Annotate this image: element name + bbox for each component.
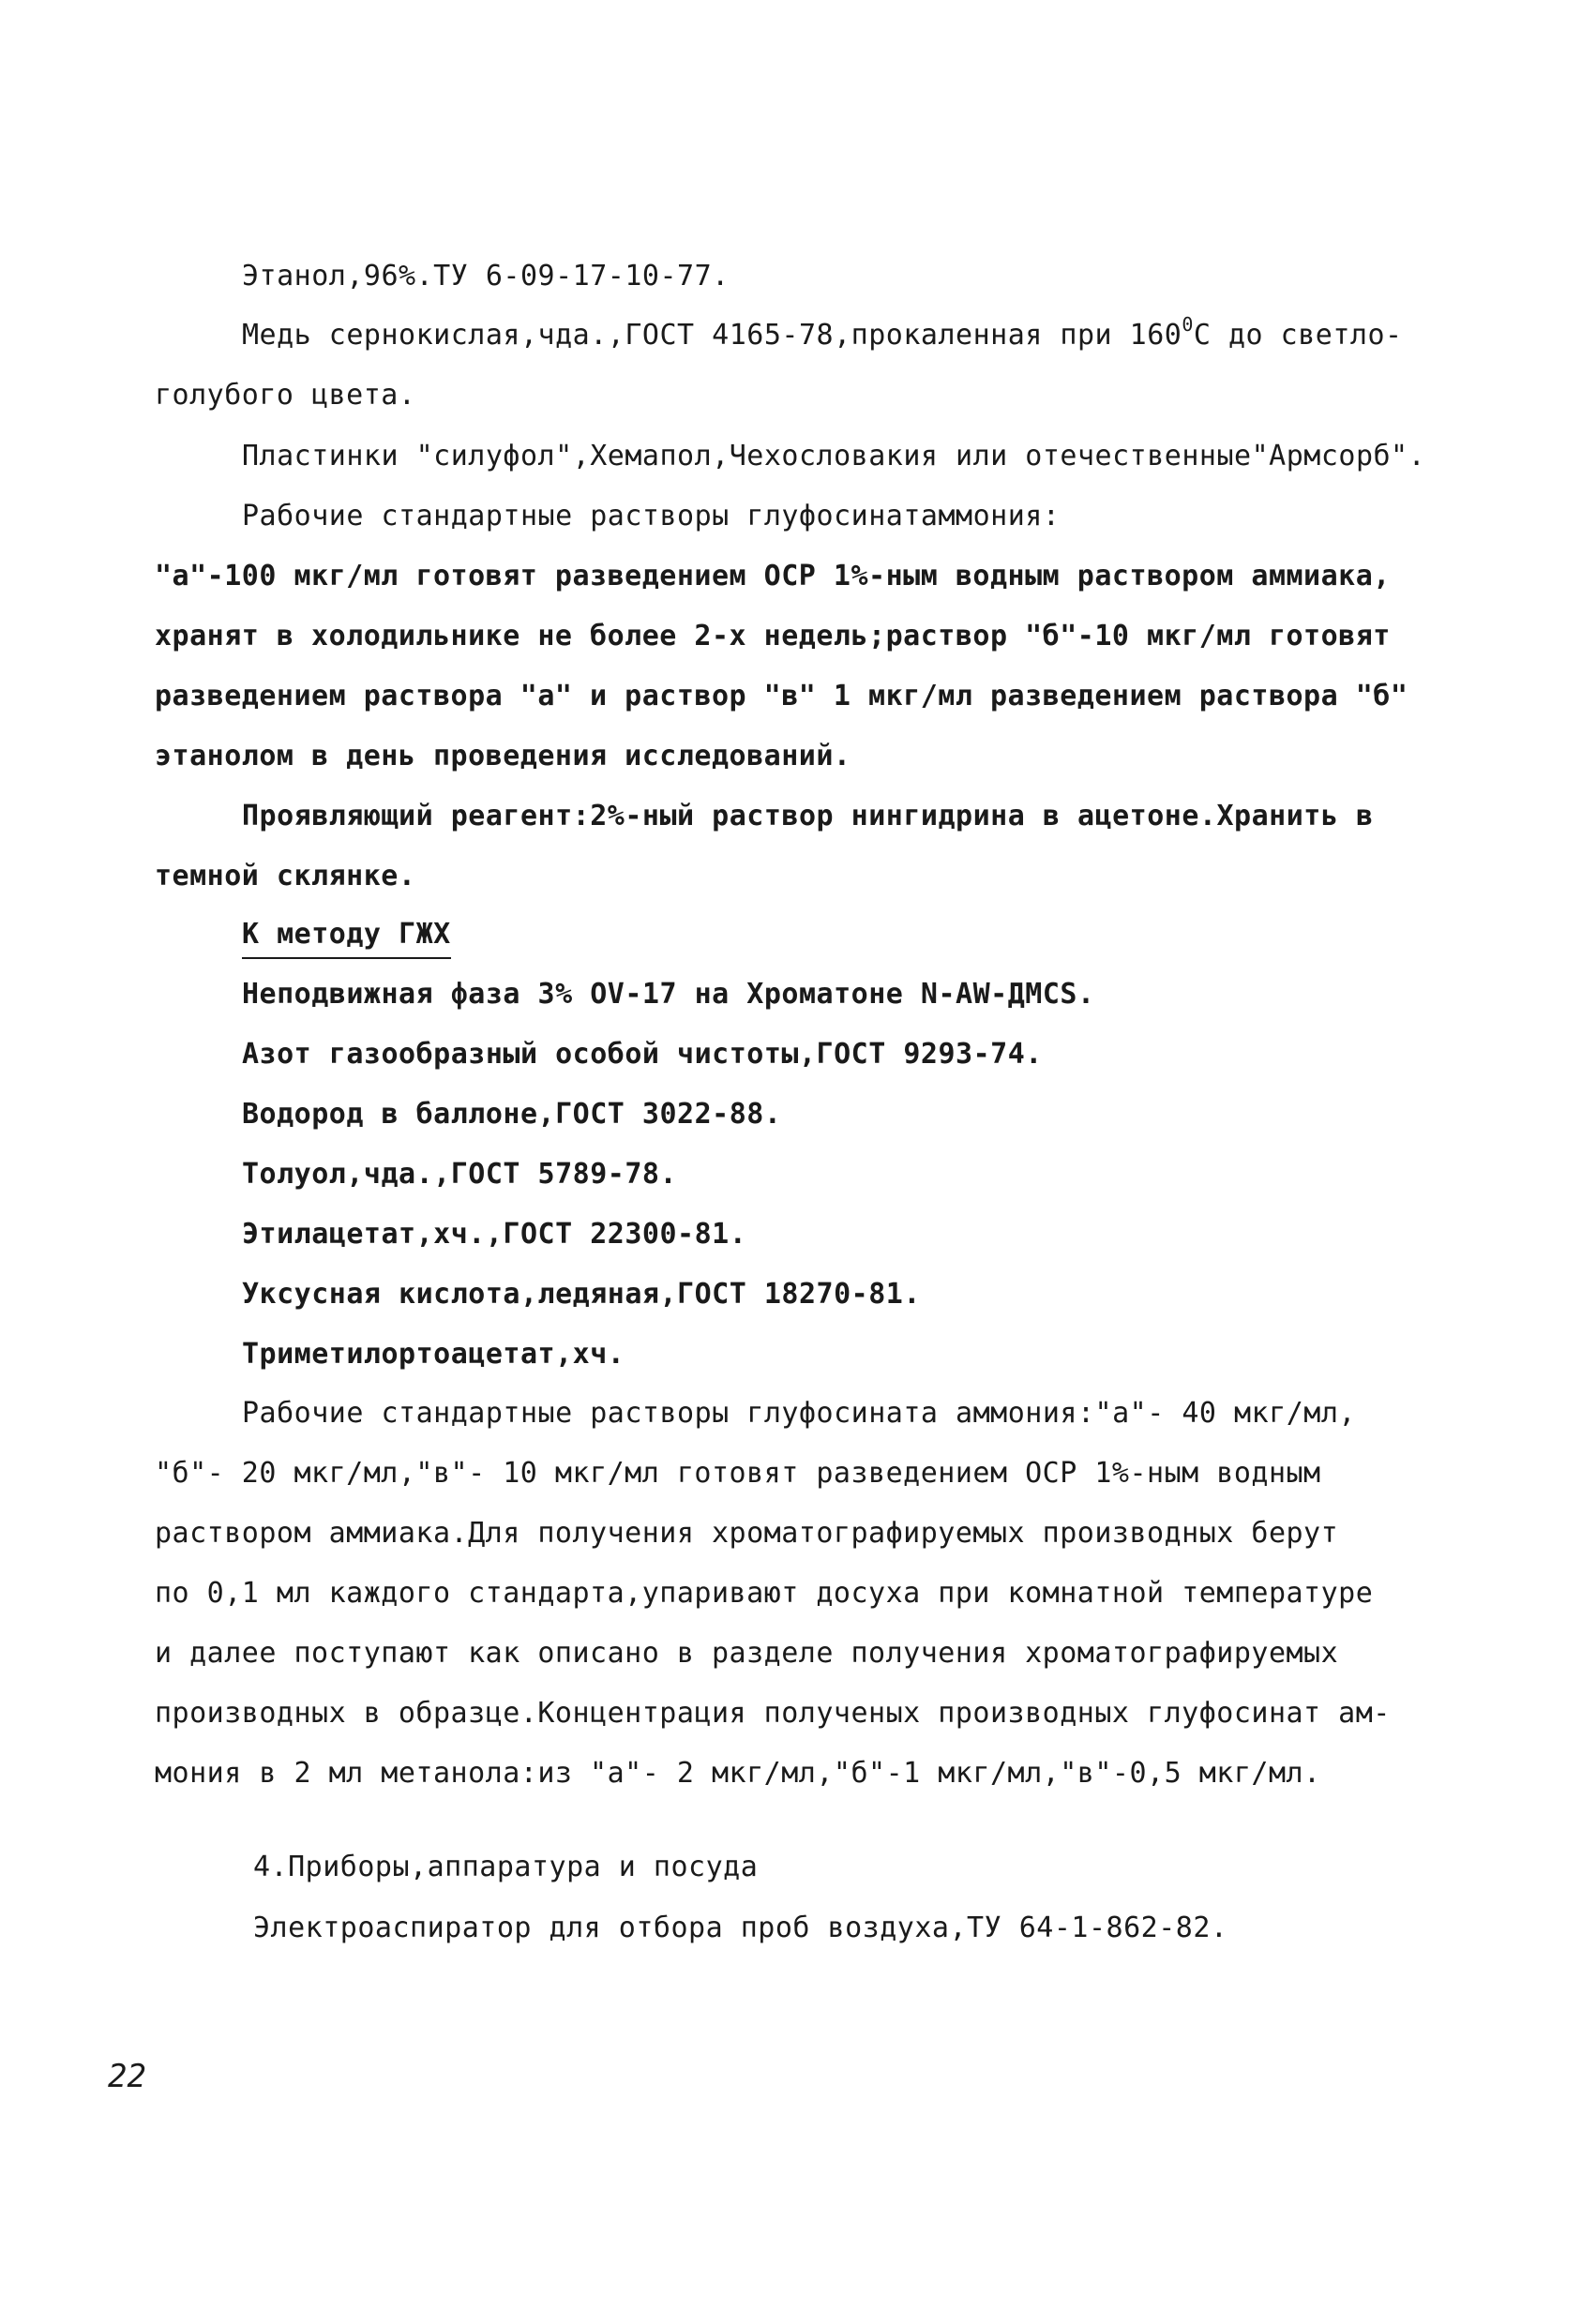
- list-item: Этилацетат,хч.,ГОСТ 22300-81.: [242, 1218, 747, 1251]
- text-line: "б"- 20 мкг/мл,"в"- 10 мкг/мл готовят разведением ОСР 1%-ным водным: [155, 1457, 1321, 1490]
- text-line: этанолом в день проведения исследований.: [155, 740, 851, 772]
- text-line: производных в образце.Концентрация полученых производных глуфосинат ам-: [155, 1697, 1391, 1730]
- section-heading: К методу ГЖХ: [242, 916, 451, 959]
- text-line: темной склянке.: [155, 860, 416, 892]
- text-line: разведением раствора "а" и раствор "в" 1 мкг/мл разведением раствора "б": [155, 680, 1408, 712]
- section-heading: 4.Приборы,аппаратура и посуда: [253, 1851, 759, 1883]
- text-line: Этанол,96%.ТУ 6-09-17-10-77.: [242, 260, 730, 292]
- text-line: "а"-100 мкг/мл готовят разведением ОСР 1%-ным водным раствором аммиака,: [155, 560, 1391, 592]
- text-line: Пластинки "силуфол",Хемапол,Чехословакия или отечественные"Армсорб".: [242, 440, 1426, 472]
- text-line: голубого цвета.: [155, 379, 416, 412]
- text-line: [242, 313, 1403, 356]
- text-line: Рабочие стандартные растворы глуфосината аммония:"а"- 40 мкг/мл,: [242, 1397, 1356, 1430]
- text-line: хранят в холодильнике не более 2-х недель;раствор "б"-10 мкг/мл готовят: [155, 620, 1391, 652]
- text-line: по 0,1 мл каждого стандарта,упаривают досуха при комнатной температуре: [155, 1577, 1374, 1610]
- list-item: Азот газообразный особой чистоты,ГОСТ 9293-74.: [242, 1038, 1043, 1071]
- superscript: 0: [1182, 313, 1194, 336]
- text-line: Проявляющий реагент:2%-ный раствор нингидрина в ацетоне.Хранить в: [242, 800, 1374, 832]
- text-segment: Медь сернокислая,чда.,ГОСТ 4165-78,прокаленная при 160: [242, 319, 1182, 352]
- text-line: Электроаспиратор для отбора проб воздуха,ТУ 64-1-862-82.: [253, 1912, 1228, 1944]
- text-line: и далее поступают как описано в разделе получения хроматографируемых: [155, 1637, 1339, 1670]
- text-line: Рабочие стандартные растворы глуфосинатаммония:: [242, 500, 1061, 532]
- list-item: Водород в баллоне,ГОСТ 3022-88.: [242, 1098, 782, 1131]
- list-item: Уксусная кислота,ледяная,ГОСТ 18270-81.: [242, 1278, 921, 1311]
- list-item: Триметилортоацетат,хч.: [242, 1338, 625, 1371]
- list-item: Толуол,чда.,ГОСТ 5789-78.: [242, 1158, 678, 1191]
- text-segment: С до светло-: [1193, 319, 1403, 352]
- page-number: 22: [108, 2058, 146, 2095]
- list-item: Неподвижная фаза 3% OV-17 на Хроматоне N-AW-ДМCS.: [242, 978, 1095, 1011]
- text-line: раствором аммиака.Для получения хроматографируемых производных берут: [155, 1517, 1339, 1550]
- text-line: мония в 2 мл метанола:из "а"- 2 мкг/мл,"б"-1 мкг/мл,"в"-0,5 мкг/мл.: [155, 1757, 1321, 1790]
